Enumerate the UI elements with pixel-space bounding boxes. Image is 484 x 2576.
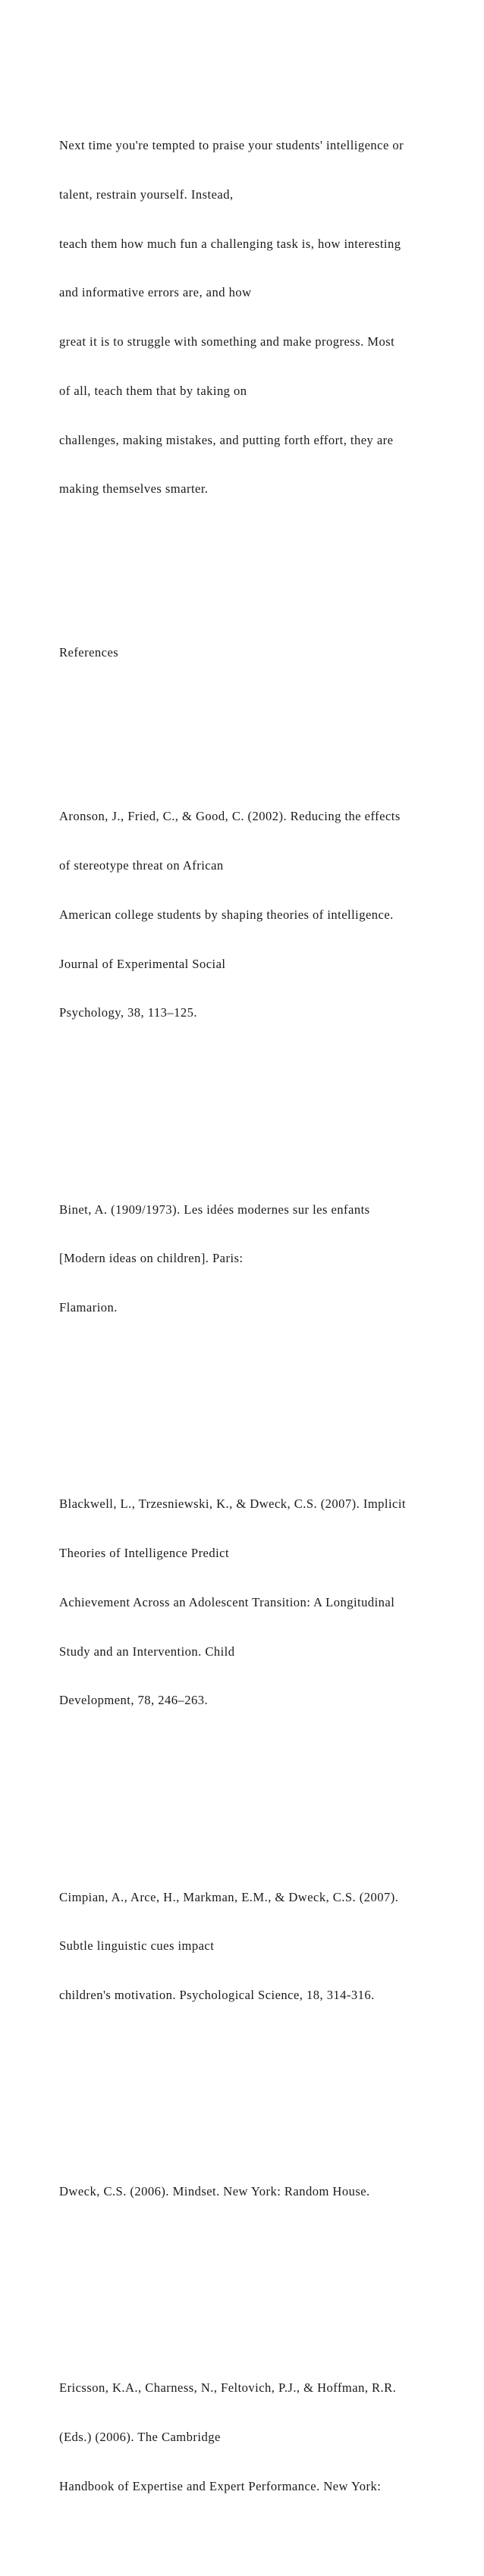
- intro-line: challenges, making mistakes, and putting forth effort, they are: [59, 432, 394, 447]
- intro-line: making themselves smarter.: [59, 481, 209, 497]
- intro-line: Next time you're tempted to praise your students' intelligence or: [59, 137, 404, 152]
- intro-line: of all, teach them that by taking on: [59, 383, 247, 398]
- reference-line: children's motivation. Psychological Science, 18, 314-316.: [59, 1988, 375, 2003]
- reference-line: Aronson, J., Fried, C., & Good, C. (2002). Reducing the effects: [59, 809, 401, 824]
- reference-line: Journal of Experimental Social: [59, 956, 226, 971]
- reference-line: Flamarion.: [59, 1300, 118, 1315]
- intro-paragraph: [59, 105, 438, 530]
- reference-line: Study and an Intervention. Child: [59, 1644, 235, 1659]
- reference-line: Subtle linguistic cues impact: [59, 1938, 215, 1954]
- reference-line: Binet, A. (1909/1973). Les idées modernes sur les enfants: [59, 1202, 370, 1217]
- reference-entry-dweck: [59, 2151, 438, 2233]
- intro-line: teach them how much fun a challenging task is, how interesting: [59, 236, 401, 251]
- reference-line: [Modern ideas on children]. Paris:: [59, 1251, 244, 1266]
- reference-line: Cimpian, A., Arce, H., Markman, E.M., & Dweck, C.S. (2007).: [59, 1889, 399, 1904]
- reference-line: Handbook of Expertise and Expert Performance. New York:: [59, 2478, 382, 2493]
- paragraph-gap: [59, 1103, 438, 1120]
- reference-entry-binet: [59, 1168, 438, 1349]
- reference-entry-blackwell: [59, 1463, 438, 1741]
- intro-line: great it is to struggle with something and make progress. Most: [59, 334, 395, 349]
- paragraph-gap: [59, 1398, 438, 1415]
- reference-line: Blackwell, L., Trzesniewski, K., & Dweck, C.S. (2007). Implicit: [59, 1496, 406, 1512]
- reference-line: Dweck, C.S. (2006). Mindset. New York: Random House.: [59, 2184, 370, 2199]
- reference-line: Theories of Intelligence Predict: [59, 1546, 230, 1561]
- document-body: [59, 55, 438, 2576]
- reference-line: (Eds.) (2006). The Cambridge: [59, 2430, 221, 2445]
- reference-line: Ericsson, K.A., Charness, N., Feltovich, P.J., & Hoffman, R.R.: [59, 2380, 397, 2396]
- paragraph-gap: [59, 2282, 438, 2299]
- reference-entry-aronson: [59, 776, 438, 1054]
- paragraph-gap: [59, 710, 438, 727]
- reference-line: of stereotype threat on African: [59, 858, 224, 873]
- reference-entry-ericsson: [59, 2347, 438, 2527]
- intro-line: and informative errors are, and how: [59, 285, 252, 300]
- reference-line: Achievement Across an Adolescent Transition: A Longitudinal: [59, 1594, 395, 1609]
- references-heading: References: [59, 645, 119, 660]
- reference-line: American college students by shaping theories of intelligence.: [59, 907, 394, 922]
- paragraph-gap: [59, 1791, 438, 1807]
- reference-line: Development, 78, 246–263.: [59, 1693, 209, 1708]
- paragraph-gap: [59, 2086, 438, 2102]
- reference-line: Psychology, 38, 113–125.: [59, 1005, 197, 1020]
- paragraph-gap: [59, 579, 438, 596]
- intro-line: talent, restrain yourself. Instead,: [59, 186, 234, 202]
- reference-entry-cimpian: [59, 1856, 438, 2036]
